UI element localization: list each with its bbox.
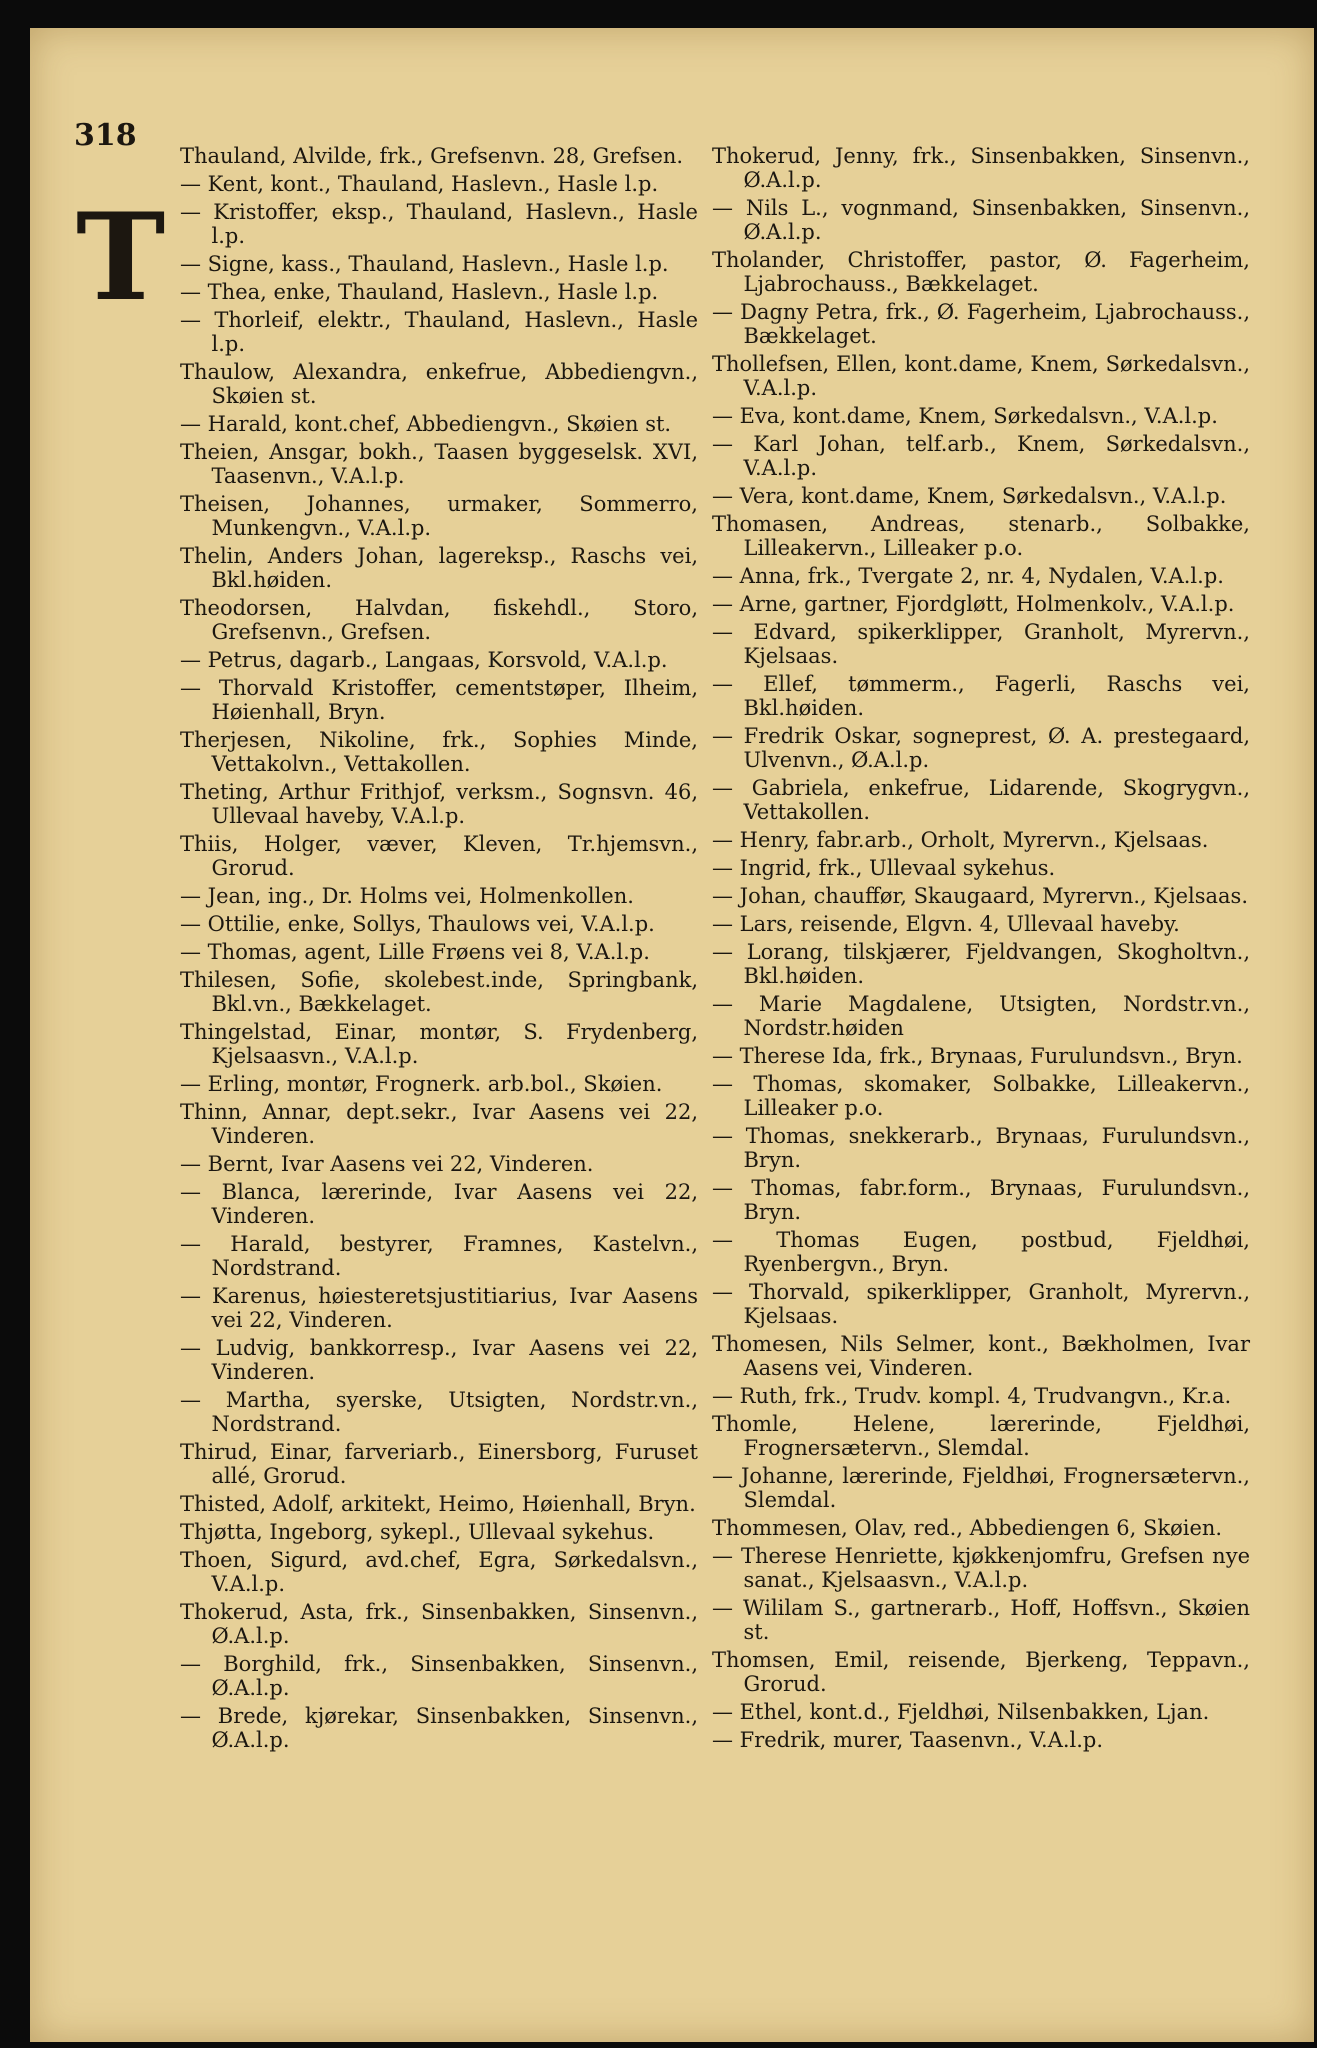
directory-entry: — Dagny Petra, frk., Ø. Fagerheim, Ljabrochauss., Bækkelaget. [712,300,1250,348]
directory-entry: — Thorleif, elektr., Thauland, Haslevn., Hasle l.p. [180,308,698,356]
directory-entry: — Marie Magdalene, Utsigten, Nordstr.vn., Nordstr.høiden [712,992,1250,1040]
directory-entry: — Therese Henriette, kjøkkenjomfru, Grefsen nye sanat., Kjelsaasvn., V.A.l.p. [712,1544,1250,1592]
directory-entry: — Ludvig, bankkorresp., Ivar Aasens vei 22, Vinderen. [180,1336,698,1384]
directory-entry: — Borghild, frk., Sinsenbakken, Sinsenvn., Ø.A.l.p. [180,1652,698,1700]
directory-entry: — Ottilie, enke, Sollys, Thaulows vei, V.A.l.p. [180,912,655,936]
directory-entry: — Thea, enke, Thauland, Haslevn., Hasle l.p. [180,280,659,304]
directory-entry: Theting, Arthur Frithjof, verksm., Sognsvn. 46, Ullevaal haveby, V.A.l.p. [180,780,698,828]
directory-entry: — Vera, kont.dame, Knem, Sørkedalsvn., V.A.l.p. [712,484,1227,508]
directory-entry: Thelin, Anders Johan, lagereksp., Raschs vei, Bkl.høiden. [180,544,698,592]
directory-entry: — Thomas Eugen, postbud, Fjeldhøi, Ryenbergvn., Bryn. [712,1228,1250,1276]
directory-entry: Thilesen, Sofie, skolebest.inde, Springbank, Bkl.vn., Bækkelaget. [180,968,698,1016]
directory-entry: — Thomas, fabr.form., Brynaas, Furulundsvn., Bryn. [712,1176,1250,1224]
directory-entry: Thoen, Sigurd, avd.chef, Egra, Sørkedalsvn., V.A.l.p. [180,1548,698,1596]
directory-entry: — Arne, gartner, Fjordgløtt, Holmenkolv., V.A.l.p. [712,592,1235,616]
directory-entry: — Brede, kjørekar, Sinsenbakken, Sinsenvn., Ø.A.l.p. [180,1704,698,1752]
directory-entry: — Thorvald, spikerklipper, Granholt, Myrervn., Kjelsaas. [712,1280,1250,1328]
page-number: 318 [74,118,137,153]
directory-entry: — Edvard, spikerklipper, Granholt, Myrervn., Kjelsaas. [712,620,1250,668]
directory-entry: — Wililam S., gartnerarb., Hoff, Hoffsvn., Skøien st. [712,1596,1250,1644]
directory-entry: Theisen, Johannes, urmaker, Sommerro, Munkengvn., V.A.l.p. [180,492,698,540]
directory-entry: — Johanne, lærerinde, Fjeldhøi, Frognersætervn., Slemdal. [712,1464,1250,1512]
directory-entry: — Ellef, tømmerm., Fagerli, Raschs vei, Bkl.høiden. [712,672,1250,720]
directory-entry: — Karl Johan, telf.arb., Knem, Sørkedalsvn., V.A.l.p. [712,432,1250,480]
directory-entry: Thollefsen, Ellen, kont.dame, Knem, Sørkedalsvn., V.A.l.p. [712,352,1250,400]
directory-entry: — Fredrik, murer, Taasenvn., V.A.l.p. [712,1728,1104,1752]
directory-entry: Thauland, Alvilde, frk., Grefsenvn. 28, Grefsen. [180,144,684,168]
directory-entry: Thiis, Holger, væver, Kleven, Tr.hjemsvn., Grorud. [180,832,698,880]
directory-entry: — Ingrid, frk., Ullevaal sykehus. [712,856,1056,880]
directory-entry: — Harald, kont.chef, Abbediengvn., Skøien st. [180,412,672,436]
directory-entry: — Ruth, frk., Trudv. kompl. 4, Trudvangvn., Kr.a. [712,1384,1232,1408]
directory-entry: — Henry, fabr.arb., Orholt, Myrervn., Kjelsaas. [712,828,1209,852]
directory-entry: Theien, Ansgar, bokh., Taasen byggeselsk. XVI, Taasenvn., V.A.l.p. [180,440,698,488]
directory-page [30,28,1314,2042]
directory-entry: — Lorang, tilskjærer, Fjeldvangen, Skogholtvn., Bkl.høiden. [712,940,1250,988]
directory-entry: — Thomas, skomaker, Solbakke, Lilleakervn., Lilleaker p.o. [712,1072,1250,1120]
directory-entry: Thaulow, Alexandra, enkefrue, Abbediengvn., Skøien st. [180,360,698,408]
right-column [712,144,1250,1756]
directory-entry: Thomesen, Nils Selmer, kont., Bækholmen, Ivar Aasens vei, Vinderen. [712,1332,1250,1380]
directory-entry: Thjøtta, Ingeborg, sykepl., Ullevaal sykehus. [180,1520,655,1544]
directory-entry: — Bernt, Ivar Aasens vei 22, Vinderen. [180,1152,594,1176]
directory-entry: Thomle, Helene, lærerinde, Fjeldhøi, Frognersætervn., Slemdal. [712,1412,1250,1460]
directory-entry: — Blanca, lærerinde, Ivar Aasens vei 22, Vinderen. [180,1180,698,1228]
directory-entry: — Thomas, agent, Lille Frøens vei 8, V.A.l.p. [180,940,650,964]
section-letter: T [76,187,166,328]
directory-entry: — Therese Ida, frk., Brynaas, Furulundsvn., Bryn. [712,1044,1243,1068]
directory-entry: — Johan, chauffør, Skaugaard, Myrervn., Kjelsaas. [712,884,1249,908]
left-column [180,144,698,1756]
directory-entry: Tholander, Christoffer, pastor, Ø. Fagerheim, Ljabrochauss., Bækkelaget. [712,248,1250,296]
directory-entry: Thirud, Einar, farveriarb., Einersborg, Furuset allé, Grorud. [180,1440,698,1488]
directory-entry: — Anna, frk., Tvergate 2, nr. 4, Nydalen, V.A.l.p. [712,564,1224,588]
directory-entry: — Kent, kont., Thauland, Haslevn., Hasle l.p. [180,172,659,196]
directory-entry: — Kristoffer, eksp., Thauland, Haslevn., Hasle l.p. [180,200,698,248]
directory-entry: Theodorsen, Halvdan, fiskehdl., Storo, Grefsenvn., Grefsen. [180,596,698,644]
directory-entry: Thingelstad, Einar, montør, S. Frydenberg, Kjelsaasvn., V.A.l.p. [180,1020,698,1068]
directory-entry: Therjesen, Nikoline, frk., Sophies Minde, Vettakolvn., Vettakollen. [180,728,698,776]
directory-entry: — Thorvald Kristoffer, cementstøper, Ilheim, Høienhall, Bryn. [180,676,698,724]
directory-entry: — Lars, reisende, Elgvn. 4, Ullevaal haveby. [712,912,1180,936]
directory-entry: — Signe, kass., Thauland, Haslevn., Hasle l.p. [180,252,669,276]
directory-entry: — Jean, ing., Dr. Holms vei, Holmenkollen. [180,884,634,908]
directory-entry: Thomsen, Emil, reisende, Bjerkeng, Teppavn., Grorud. [712,1648,1250,1696]
directory-entry: — Nils L., vognmand, Sinsenbakken, Sinsenvn., Ø.A.l.p. [712,196,1250,244]
directory-entry: Thommesen, Olav, red., Abbediengen 6, Skøien. [712,1516,1223,1540]
directory-entry: — Gabriela, enkefrue, Lidarende, Skogrygvn., Vettakollen. [712,776,1250,824]
directory-entry: — Fredrik Oskar, sogneprest, Ø. A. prestegaard, Ulvenvn., Ø.A.l.p. [712,724,1250,772]
directory-entry: — Erling, montør, Frognerk. arb.bol., Skøien. [180,1072,663,1096]
directory-entry: — Eva, kont.dame, Knem, Sørkedalsvn., V.A.l.p. [712,404,1218,428]
directory-entry: — Petrus, dagarb., Langaas, Korsvold, V.A.l.p. [180,648,668,672]
directory-entry: — Harald, bestyrer, Framnes, Kastelvn., Nordstrand. [180,1232,698,1280]
directory-entry: — Martha, syerske, Utsigten, Nordstr.vn., Nordstrand. [180,1388,698,1436]
directory-entry: Thinn, Annar, dept.sekr., Ivar Aasens vei 22, Vinderen. [180,1100,698,1148]
directory-entry: — Karenus, høiesteretsjustitiarius, Ivar Aasens vei 22, Vinderen. [180,1284,698,1332]
directory-entry: Thisted, Adolf, arkitekt, Heimo, Høienhall, Bryn. [180,1492,696,1516]
directory-entry: — Thomas, snekkerarb., Brynaas, Furulundsvn., Bryn. [712,1124,1250,1172]
directory-entry: Thomasen, Andreas, stenarb., Solbakke, Lilleakervn., Lilleaker p.o. [712,512,1250,560]
directory-entry: Thokerud, Asta, frk., Sinsenbakken, Sinsenvn., Ø.A.l.p. [180,1600,698,1648]
directory-entry: — Ethel, kont.d., Fjeldhøi, Nilsenbakken, Ljan. [712,1700,1210,1724]
directory-entry: Thokerud, Jenny, frk., Sinsenbakken, Sinsenvn., Ø.A.l.p. [712,144,1250,192]
